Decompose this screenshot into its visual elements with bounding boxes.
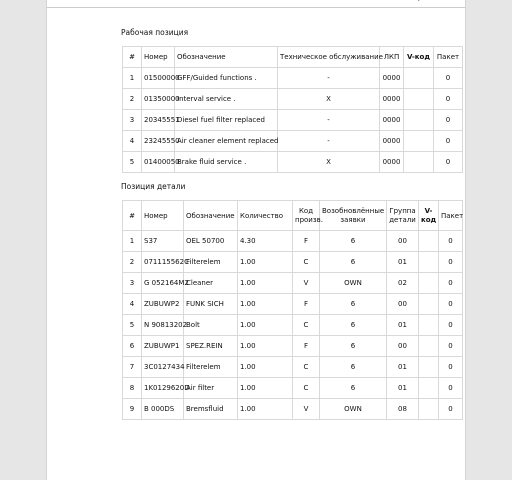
index-cell: 4: [123, 131, 142, 152]
vcode-cell: [404, 110, 434, 131]
parts-positions-table: [122, 200, 463, 420]
maintenance-cell: -: [278, 68, 380, 89]
quantity-cell: 1.00: [238, 252, 293, 273]
table-row: [123, 378, 463, 399]
part-group-cell: 00: [387, 336, 419, 357]
designation-cell: GFF/Guided functions .: [175, 68, 278, 89]
number-cell: ZUBUWP1: [142, 336, 184, 357]
table-row: [123, 315, 463, 336]
quantity-cell: 1.00: [238, 336, 293, 357]
quantity-cell: 1.00: [238, 315, 293, 336]
renewed-requests-cell: 6: [320, 294, 387, 315]
package-cell: 0: [439, 378, 463, 399]
part-group-cell: 01: [387, 378, 419, 399]
table-row: [123, 89, 463, 110]
number-cell: 23245550: [142, 131, 175, 152]
vcode-cell: [419, 336, 439, 357]
work-header-row: [123, 47, 463, 68]
designation-cell: FUNK SICH: [184, 294, 238, 315]
table-row: [123, 399, 463, 420]
number-cell: 1K0129620D: [142, 378, 184, 399]
number-cell: 071115562C: [142, 252, 184, 273]
document-page: [46, 0, 466, 480]
renewed-requests-cell: 6: [320, 231, 387, 252]
package-cell: 0: [439, 357, 463, 378]
work-col-package: Пакет: [434, 47, 463, 68]
parts-section-title: Позиция детали: [121, 182, 186, 191]
quantity-cell: 1.00: [238, 357, 293, 378]
package-cell: 0: [434, 89, 463, 110]
part-group-cell: 01: [387, 357, 419, 378]
designation-cell: OEL 50700: [184, 231, 238, 252]
table-row: [123, 336, 463, 357]
designation-cell: Brake fluid service .: [175, 152, 278, 173]
table-row: [123, 131, 463, 152]
renewed-requests-cell: 6: [320, 336, 387, 357]
designation-cell: Diesel fuel filter replaced: [175, 110, 278, 131]
parts-col-number: Номер: [142, 201, 184, 231]
index-cell: 8: [123, 378, 142, 399]
index-cell: 1: [123, 231, 142, 252]
number-cell: N 90813202: [142, 315, 184, 336]
work-col-number: Номер: [142, 47, 175, 68]
quantity-cell: 1.00: [238, 399, 293, 420]
quantity-cell: 1.00: [238, 273, 293, 294]
index-cell: 2: [123, 252, 142, 273]
maker-code-cell: F: [293, 294, 320, 315]
package-cell: 0: [434, 152, 463, 173]
table-row: [123, 252, 463, 273]
package-cell: 0: [439, 231, 463, 252]
vcode-cell: [419, 357, 439, 378]
table-row: [123, 273, 463, 294]
lkp-cell: 0000: [380, 89, 404, 110]
maker-code-cell: V: [293, 273, 320, 294]
vcode-cell: [419, 399, 439, 420]
quantity-cell: 4.30: [238, 231, 293, 252]
maintenance-cell: X: [278, 152, 380, 173]
maker-code-cell: V: [293, 399, 320, 420]
number-cell: 01500000: [142, 68, 175, 89]
part-group-cell: 01: [387, 315, 419, 336]
index-cell: 2: [123, 89, 142, 110]
parts-col-vcode: V-код: [419, 201, 439, 231]
vcode-cell: [419, 231, 439, 252]
designation-cell: Bolt: [184, 315, 238, 336]
number-cell: S37: [142, 231, 184, 252]
index-cell: 5: [123, 315, 142, 336]
work-col-maintenance: Техническое обслуживание: [278, 47, 380, 68]
vcode-cell: [404, 152, 434, 173]
index-cell: 1: [123, 68, 142, 89]
maintenance-cell: X: [278, 89, 380, 110]
table-row: [123, 110, 463, 131]
parts-col-part-group: Группа детали: [387, 201, 419, 231]
table-row: [123, 68, 463, 89]
number-cell: 01400050: [142, 152, 175, 173]
table-row: [123, 357, 463, 378]
vcode-cell: [404, 89, 434, 110]
maintenance-cell: -: [278, 110, 380, 131]
package-cell: 0: [434, 68, 463, 89]
index-cell: 6: [123, 336, 142, 357]
vcode-cell: [419, 273, 439, 294]
header-cut-text: [399, 0, 457, 1]
index-cell: 3: [123, 110, 142, 131]
maker-code-cell: C: [293, 357, 320, 378]
index-cell: 9: [123, 399, 142, 420]
designation-cell: Filterelem: [184, 357, 238, 378]
number-cell: ZUBUWP2: [142, 294, 184, 315]
parts-header-row: [123, 201, 463, 231]
index-cell: 3: [123, 273, 142, 294]
package-cell: 0: [434, 110, 463, 131]
maker-code-cell: C: [293, 378, 320, 399]
part-group-cell: 08: [387, 399, 419, 420]
maker-code-cell: F: [293, 336, 320, 357]
parts-col-package: Пакет: [439, 201, 463, 231]
table-row: [123, 231, 463, 252]
work-col-vcode: V-код: [404, 47, 434, 68]
designation-cell: SPEZ.REIN: [184, 336, 238, 357]
work-col-index: #: [123, 47, 142, 68]
lkp-cell: 0000: [380, 131, 404, 152]
index-cell: 5: [123, 152, 142, 173]
quantity-cell: 1.00: [238, 378, 293, 399]
renewed-requests-cell: 6: [320, 357, 387, 378]
number-cell: 3C0127434: [142, 357, 184, 378]
part-group-cell: 02: [387, 273, 419, 294]
package-cell: 0: [439, 273, 463, 294]
number-cell: 20345551: [142, 110, 175, 131]
index-cell: 7: [123, 357, 142, 378]
package-cell: 0: [439, 315, 463, 336]
work-col-designation: Обозначение: [175, 47, 278, 68]
package-cell: 0: [439, 294, 463, 315]
package-cell: 0: [439, 336, 463, 357]
renewed-requests-cell: 6: [320, 315, 387, 336]
vcode-cell: [404, 131, 434, 152]
parts-col-index: #: [123, 201, 142, 231]
designation-cell: Bremsfluid: [184, 399, 238, 420]
number-cell: G 052164M2: [142, 273, 184, 294]
designation-cell: Interval service .: [175, 89, 278, 110]
part-group-cell: 01: [387, 252, 419, 273]
index-cell: 4: [123, 294, 142, 315]
maker-code-cell: C: [293, 315, 320, 336]
quantity-cell: 1.00: [238, 294, 293, 315]
lkp-cell: 0000: [380, 68, 404, 89]
parts-col-maker-code: Код произв.: [293, 201, 320, 231]
header-divider: [47, 7, 465, 8]
work-section-title: Рабочая позиция: [121, 28, 189, 37]
work-col-lkp: ЛКП: [380, 47, 404, 68]
package-cell: 0: [439, 399, 463, 420]
vcode-cell: [419, 378, 439, 399]
part-group-cell: 00: [387, 294, 419, 315]
parts-col-renewed-requests: Возобновлённые заявки: [320, 201, 387, 231]
designation-cell: Air filter: [184, 378, 238, 399]
package-cell: 0: [434, 131, 463, 152]
vcode-cell: [419, 294, 439, 315]
number-cell: B 000DS: [142, 399, 184, 420]
vcode-cell: [419, 252, 439, 273]
part-group-cell: 00: [387, 231, 419, 252]
parts-col-quantity: Количество: [238, 201, 293, 231]
designation-cell: Air cleaner element replaced: [175, 131, 278, 152]
table-row: [123, 294, 463, 315]
maintenance-cell: -: [278, 131, 380, 152]
work-positions-table: [122, 46, 463, 173]
designation-cell: Filterelem: [184, 252, 238, 273]
lkp-cell: 0000: [380, 110, 404, 131]
package-cell: 0: [439, 252, 463, 273]
renewed-requests-cell: 6: [320, 378, 387, 399]
designation-cell: Cleaner: [184, 273, 238, 294]
number-cell: 01350000: [142, 89, 175, 110]
parts-col-designation: Обозначение: [184, 201, 238, 231]
vcode-cell: [404, 68, 434, 89]
lkp-cell: 0000: [380, 152, 404, 173]
renewed-requests-cell: OWN: [320, 273, 387, 294]
renewed-requests-cell: 6: [320, 252, 387, 273]
renewed-requests-cell: OWN: [320, 399, 387, 420]
table-row: [123, 152, 463, 173]
maker-code-cell: C: [293, 252, 320, 273]
vcode-cell: [419, 315, 439, 336]
maker-code-cell: F: [293, 231, 320, 252]
